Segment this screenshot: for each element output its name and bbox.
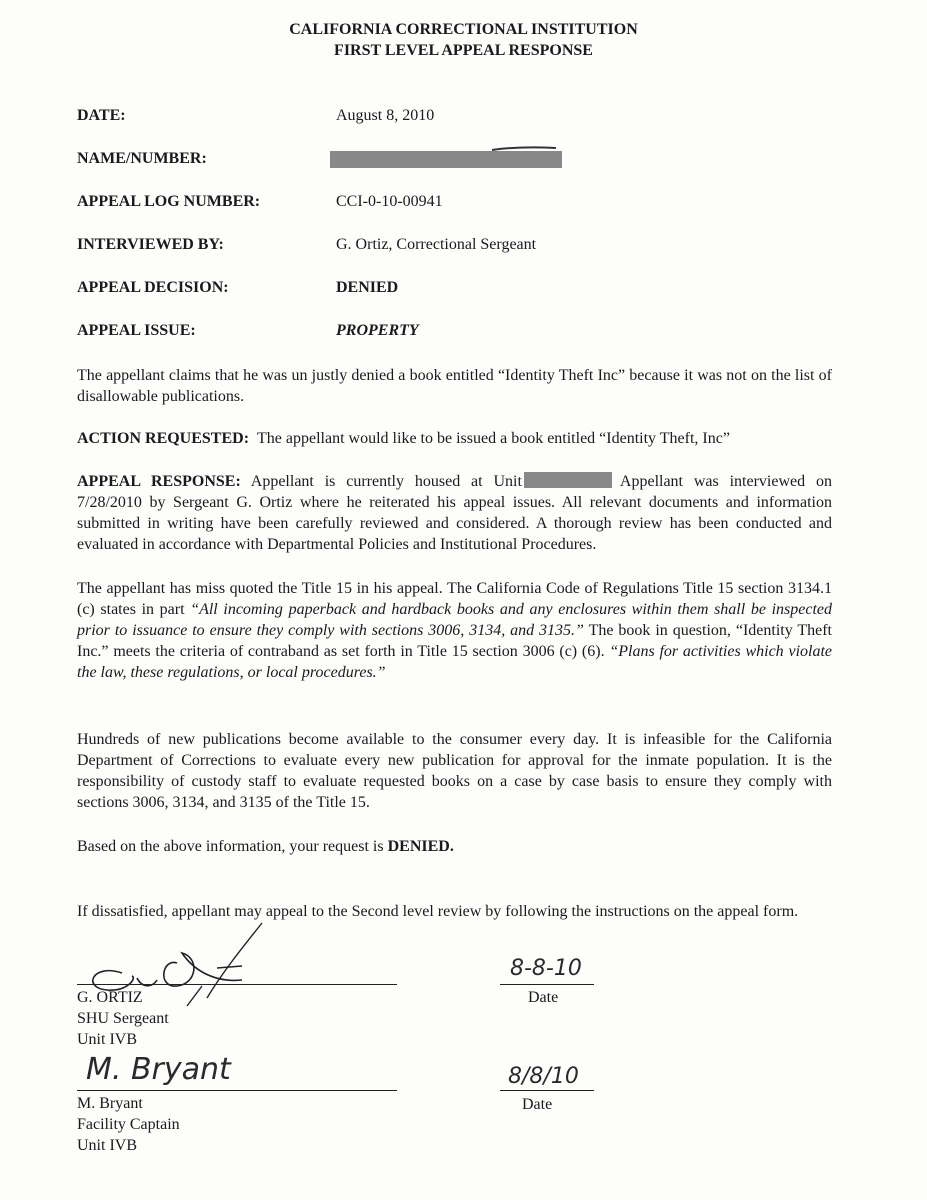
action-requested-text: The appellant would like to be issued a book entitled “Identity Theft, Inc” <box>257 430 730 447</box>
bryant-title: Facility Captain <box>77 1116 180 1133</box>
handwritten-date-1: 8-8-10 <box>510 956 582 981</box>
claim-text: The appellant claims that he was un justly denied a book entitled “Identity Theft Inc” because it was not on the list of disallowable publications. <box>77 367 832 405</box>
publications-text: Hundreds of new publications become available to the consumer every day. It is infeasible for the California Department of Corrections to evaluate every new publication for approval for the inmate population. It is the responsibility of custody staff to evaluate requested books on a case by case basis to ensure they comply with sections 3006, 3134, and 3135 of the Title 15. <box>77 731 832 811</box>
title15-paragraph <box>77 578 832 683</box>
appeal-response-text-1: Appellant is currently housed at Unit <box>250 473 522 490</box>
redaction-scribble <box>490 144 560 154</box>
header-line-1: CALIFORNIA CORRECTIONAL INSTITUTION <box>289 21 638 38</box>
name-number-label: NAME/NUMBER: <box>77 150 207 167</box>
appeal-log-value: CCI-0-10-00941 <box>336 193 443 210</box>
handwritten-date-2: 8/8/10 <box>508 1064 579 1089</box>
date-line-2 <box>500 1090 594 1091</box>
date-label: DATE: <box>77 107 126 124</box>
ortiz-unit: Unit IVB <box>77 1031 137 1048</box>
unit-redaction <box>524 472 612 488</box>
signature-line-2 <box>77 1090 397 1091</box>
signature-line-1 <box>77 984 397 985</box>
conclusion-decision: DENIED. <box>387 838 454 855</box>
ortiz-title: SHU Sergeant <box>77 1010 169 1027</box>
conclusion-text: Based on the above information, your request is <box>77 838 384 855</box>
appeal-decision-value: DENIED <box>336 279 399 296</box>
date-label-2: Date <box>522 1096 553 1113</box>
bryant-name: M. Bryant <box>77 1095 143 1112</box>
date-line-1 <box>500 984 594 985</box>
publications-paragraph <box>77 729 832 813</box>
appeal-response-paragraph <box>77 471 832 555</box>
appeal-log-label: APPEAL LOG NUMBER: <box>77 193 261 210</box>
appeal-issue-value: PROPERTY <box>336 322 419 339</box>
claim-paragraph <box>77 365 832 407</box>
ortiz-name: G. ORTIZ <box>77 989 143 1006</box>
appeal-issue-label: APPEAL ISSUE: <box>77 322 196 339</box>
title15-text-1: The appellant has miss quoted the Title 15 in his appeal. The California Code of Regulations Title 15 section 3134.1 (c) states in part <box>77 580 832 618</box>
interviewed-by-value: G. Ortiz, Correctional Sergeant <box>336 236 537 253</box>
header-line-2: FIRST LEVEL APPEAL RESPONSE <box>334 42 593 59</box>
dissatisfied-text: If dissatisfied, appellant may appeal to the Second level review by following the instructions on the appeal form. <box>77 903 799 920</box>
action-requested-label: ACTION REQUESTED: <box>77 430 250 447</box>
bryant-handwritten-signature: M. Bryant <box>86 1052 231 1087</box>
title15-text-2: The book in question, “Identity Theft Inc.” meets the criteria of contraband as set forth in Title 15 section 3006 (c) (6). <box>77 622 832 660</box>
date-label-1: Date <box>528 989 559 1006</box>
bryant-unit: Unit IVB <box>77 1137 137 1154</box>
title15-quote-2: “Plans for activities which violate the law, these regulations, or local procedures.” <box>77 643 832 681</box>
appeal-response-label: APPEAL RESPONSE: <box>77 473 241 490</box>
date-value: August 8, 2010 <box>336 107 435 124</box>
appeal-response-text-2: Appellant was interviewed on 7/28/2010 by Sergeant G. Ortiz where he reiterated his appeal issues. All relevant documents and information submitted in writing have been carefully reviewed and considered. A thorough review has been conducted and evaluated in accordance with Departmental Policies and Institutional Procedures. <box>77 473 832 553</box>
conclusion <box>77 836 832 857</box>
title15-quote-1: “All incoming paperback and hardback books and any enclosures within them shall be inspected prior to issuance to ensure they comply with sections 3006, 3134, and 3135.” <box>77 601 832 639</box>
action-requested <box>77 428 832 449</box>
appeal-decision-label: APPEAL DECISION: <box>77 279 229 296</box>
interviewed-by-label: INTERVIEWED BY: <box>77 236 224 253</box>
